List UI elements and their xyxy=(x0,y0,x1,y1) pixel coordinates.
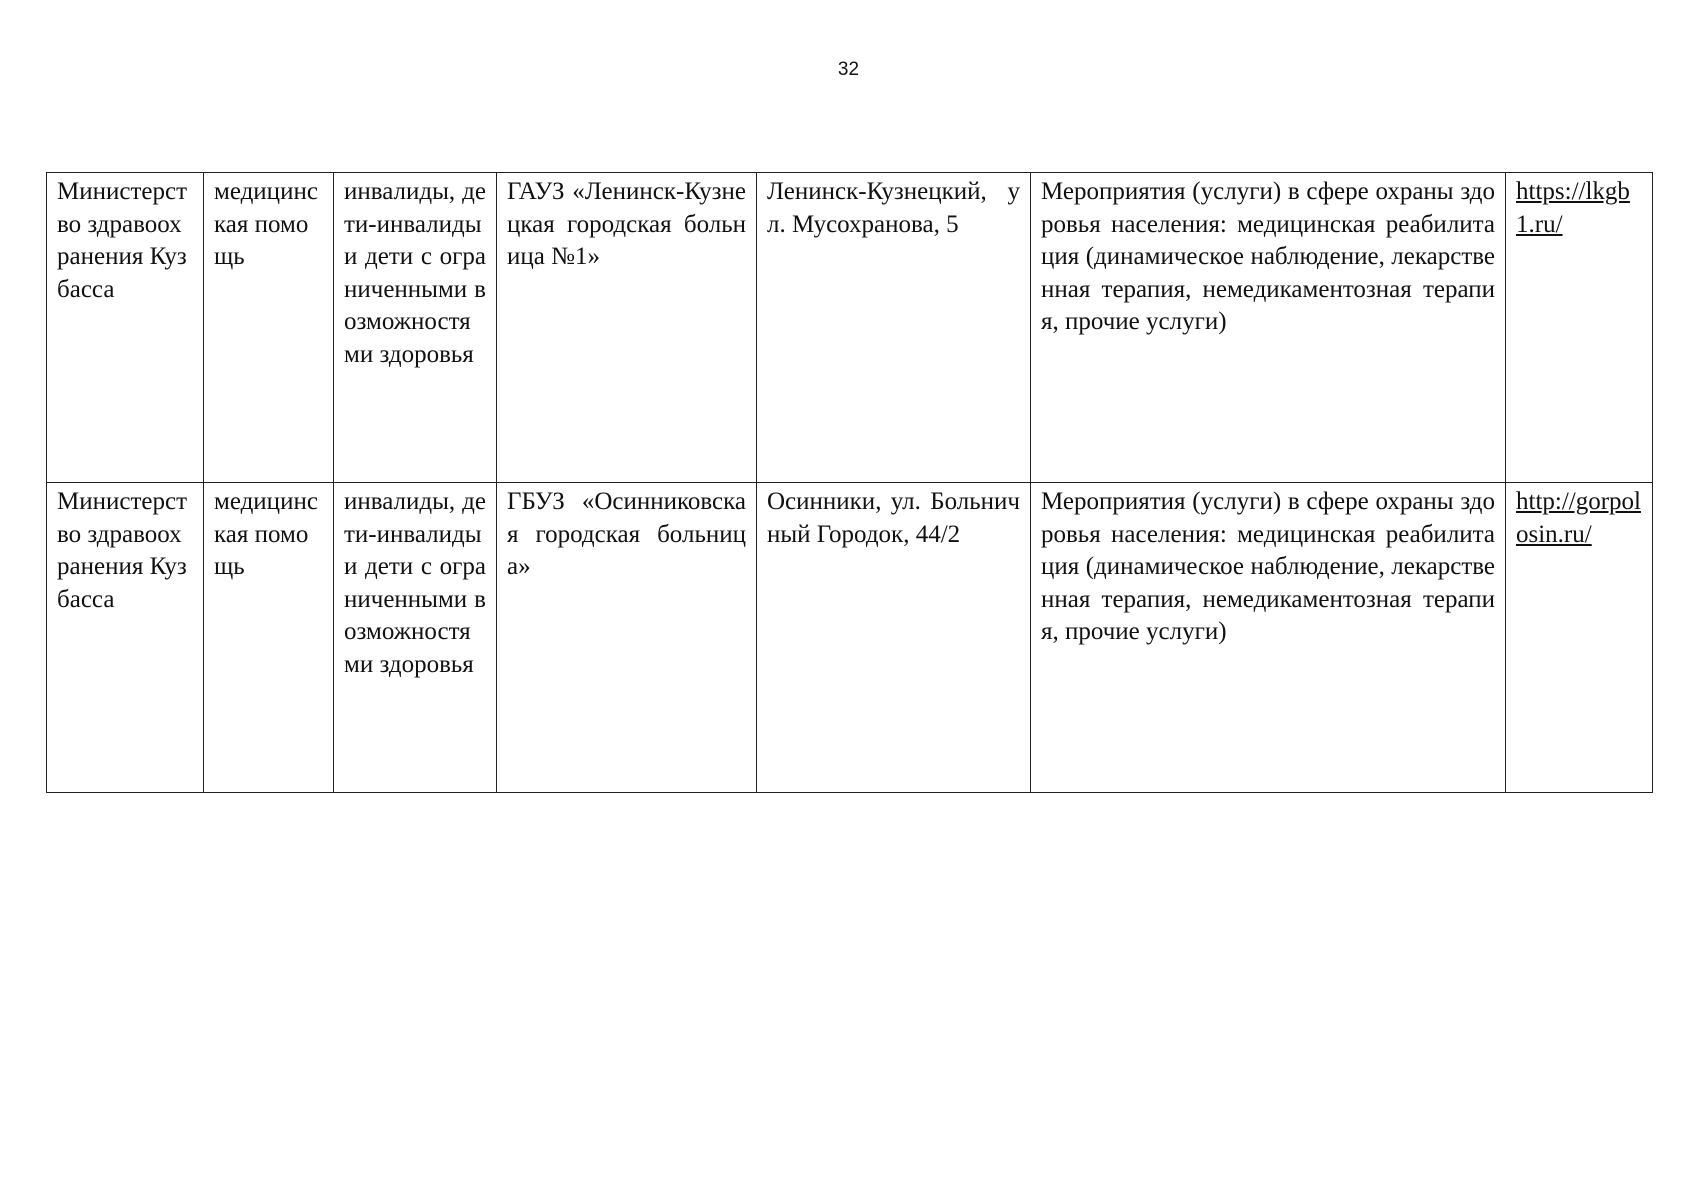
website-link[interactable]: http://gorpolosin.ru/ xyxy=(1516,488,1641,548)
activities-cell: Мероприятия (услуги) в сфере охраны здоровья населения: медицинская реабилитация (динамическое наблюдение, лекарственная терапия, немедикаментозная терапия, прочие услуги) xyxy=(1031,173,1506,483)
ministry-cell: Министерство здравоохранения Кузбасса xyxy=(47,173,204,483)
table-row xyxy=(47,483,1653,793)
category-cell: инвалиды, дети-инвалиды и дети с ограниченными возможностями здоровья xyxy=(334,173,497,483)
category-cell: инвалиды, дети-инвалиды и дети с ограниченными возможностями здоровья xyxy=(334,483,497,793)
activities-cell: Мероприятия (услуги) в сфере охраны здоровья населения: медицинская реабилитация (динамическое наблюдение, лекарственная терапия, немедикаментозная терапия, прочие услуги) xyxy=(1031,483,1506,793)
address-cell: Осинники, ул. Больничный Городок, 44/2 xyxy=(757,483,1031,793)
service-type-cell: медицинская помощь xyxy=(204,483,334,793)
website-cell xyxy=(1506,173,1653,483)
website-link[interactable]: https://lkgb1.ru/ xyxy=(1516,178,1630,238)
ministry-cell: Министерство здравоохранения Кузбасса xyxy=(47,483,204,793)
organization-cell: ГАУЗ «Ленинск-Кузнецкая городская больница №1» xyxy=(497,173,757,483)
website-cell xyxy=(1506,483,1653,793)
page-number: 32 xyxy=(837,59,860,80)
organization-cell: ГБУЗ «Осинниковская городская больница» xyxy=(497,483,757,793)
table-row xyxy=(47,173,1653,483)
address-cell: Ленинск-Кузнецкий, ул. Мусохранова, 5 xyxy=(757,173,1031,483)
service-type-cell: медицинская помощь xyxy=(204,173,334,483)
services-table xyxy=(46,172,1653,793)
